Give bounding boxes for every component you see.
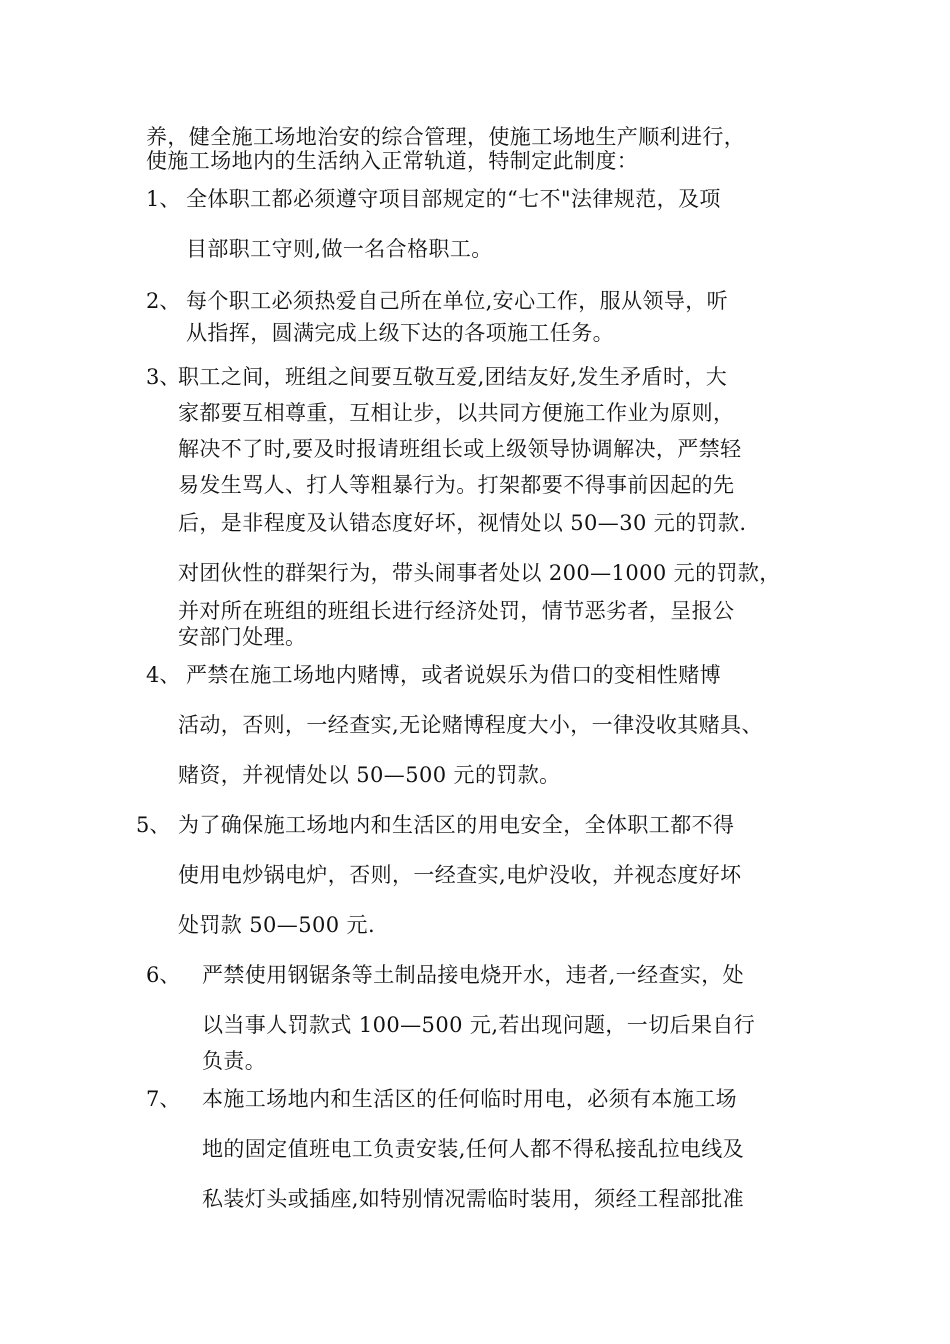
- item-text-line: 全体职工都必须遵守项目部规定的“七不"法律规范，及项: [186, 187, 721, 211]
- item-text-line: 职工之间，班组之间要互敬互爱,团结友好,发生矛盾时，大: [178, 365, 728, 389]
- item-number: 6、: [146, 963, 181, 987]
- item-text-line: 负责。: [202, 1049, 267, 1073]
- item-text-line: 地的固定值班电工负责安装,任何人都不得私接乱拉电线及: [202, 1137, 745, 1161]
- item-text-line: 解决不了时,要及时报请班组长或上级领导协调解决，严禁轻: [178, 437, 742, 461]
- item-text-line: 使用电炒锅电炉，否则，一经查实,电炉没收，并视态度好坏: [178, 863, 742, 887]
- item-number: 2、: [146, 289, 181, 313]
- intro-line: 养，健全施工场地治安的综合管理，使施工场地生产顺利进行，: [146, 125, 746, 149]
- item-number: 7、: [146, 1087, 181, 1111]
- item-text-line: 赌资，并视情处以 50—500 元的罚款。: [178, 763, 561, 787]
- item-text-line: 后，是非程度及认错态度好坏，视情处以 50—30 元的罚款.: [178, 511, 747, 535]
- item-text-line: 处罚款 50—500 元.: [178, 913, 376, 937]
- item-number: 1、: [146, 187, 181, 211]
- item-text-line: 目部职工守则,做一名合格职工。: [186, 237, 493, 261]
- item-text-line: 家都要互相尊重，互相让步，以共同方便施工作业为原则，: [178, 401, 735, 425]
- item-text-line: 安部门处理。: [178, 625, 307, 649]
- intro-line: 使施工场地内的生活纳入正常轨道，特制定此制度：: [146, 149, 639, 173]
- item-text-line: 活动，否则，一经查实,无论赌博程度大小，一律没收其赌具、: [178, 713, 763, 737]
- item-number: 5、: [136, 813, 171, 837]
- item-text-line: 以当事人罚款式 100—500 元,若出现问题，一切后果自行: [202, 1013, 756, 1037]
- item-number: 3、: [146, 365, 181, 389]
- item-text-line: 本施工场地内和生活区的任何临时用电，必须有本施工场: [202, 1087, 737, 1111]
- item-text-line: 易发生骂人、打人等粗暴行为。打架都要不得事前因起的先: [178, 473, 735, 497]
- item-text-line: 严禁使用钢锯条等土制品接电烧开水，违者,一经查实，处: [202, 963, 745, 987]
- item-text-line: 私装灯头或插座,如特别情况需临时装用，须经工程部批准: [202, 1187, 745, 1211]
- item-text-line: 对团伙性的群架行为，带头闹事者处以 200—1000 元的罚款，: [178, 561, 781, 585]
- item-text-line: 并对所在班组的班组长进行经济处罚，情节恶劣者，呈报公: [178, 599, 735, 623]
- item-number: 4、: [146, 663, 181, 687]
- item-text-line: 严禁在施工场地内赌博，或者说娱乐为借口的变相性赌博: [186, 663, 721, 687]
- item-text-line: 为了确保施工场地内和生活区的用电安全，全体职工都不得: [178, 813, 735, 837]
- item-text-line: 每个职工必须热爱自己所在单位,安心工作，服从领导，听: [186, 289, 729, 313]
- item-text-line: 从指挥，圆满完成上级下达的各项施工任务。: [186, 321, 614, 345]
